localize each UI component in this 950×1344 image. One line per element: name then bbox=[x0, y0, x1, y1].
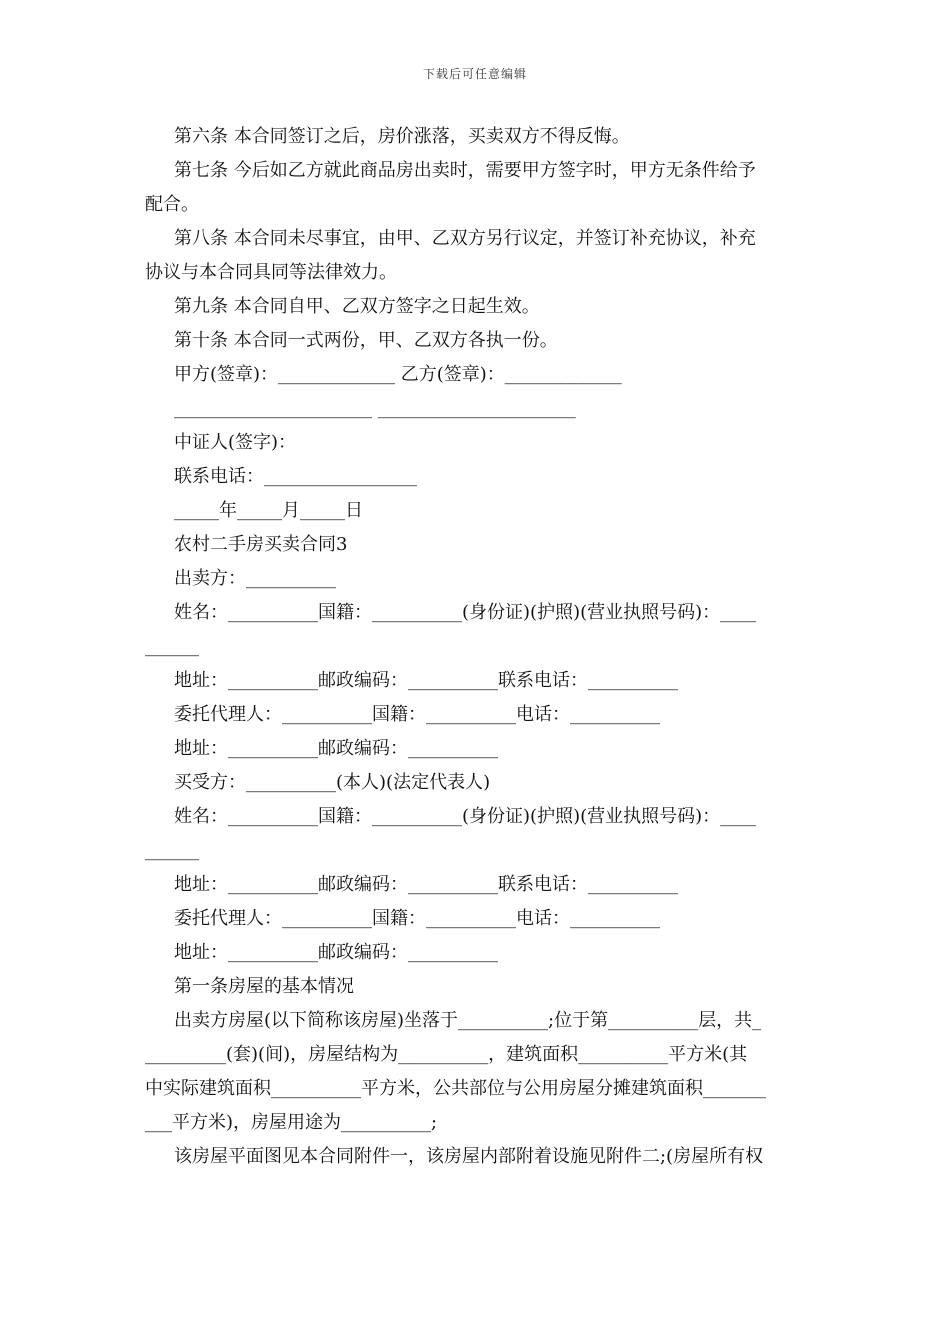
article-1-title: 第一条房屋的基本情况 bbox=[174, 976, 354, 997]
clause-8-line-2: 协议与本合同具同等法律效力。 bbox=[145, 262, 397, 283]
clause-6: 第六条 本合同签订之后，房价涨落，买卖双方不得反悔。 bbox=[174, 126, 630, 147]
article-1-line-1: 出卖方房屋(以下简称该房屋)坐落于__________;位于第__________层，共_ bbox=[174, 1010, 762, 1031]
buyer-agent-address-line: 地址：__________邮政编码：__________ bbox=[174, 942, 498, 963]
witness-signature: 中证人(签字)： bbox=[174, 432, 297, 453]
seller-line: 出卖方：__________ bbox=[174, 568, 336, 589]
seller-address-line: 地址：__________邮政编码：__________联系电话：__________ bbox=[174, 670, 678, 691]
contact-phone: 联系电话：_________________ bbox=[174, 466, 417, 487]
seller-agent-address-line: 地址：__________邮政编码：__________ bbox=[174, 738, 498, 759]
signature-blanks: ______________________ ______________________ bbox=[174, 398, 576, 419]
article-1-line-4: ___平方米)，房屋用途为__________; bbox=[145, 1112, 438, 1133]
clause-10: 第十条 本合同一式两份，甲、乙双方各执一份。 bbox=[174, 330, 558, 351]
article-1-line-2: _________(套)(间)，房屋结构为__________，建筑面积__________平方米(其 bbox=[145, 1044, 748, 1065]
seller-agent-line: 委托代理人：__________国籍：__________电话：__________ bbox=[174, 704, 660, 725]
buyer-address-line: 地址：__________邮政编码：__________联系电话：__________ bbox=[174, 874, 678, 895]
clause-7-line-1: 第七条 今后如乙方就此商品房出卖时，需要甲方签字时，甲方无条件给予 bbox=[174, 160, 756, 181]
seller-name-continuation: ______ bbox=[145, 636, 199, 657]
header-note: 下载后可任意编辑 bbox=[422, 67, 527, 81]
document-body bbox=[145, 120, 810, 1174]
section-title: 农村二手房买卖合同3 bbox=[174, 534, 348, 555]
signature-parties: 甲方(签章)：_____________ 乙方(签章)：_____________ bbox=[174, 364, 622, 385]
clause-8-line-1: 第八条 本合同未尽事宜，由甲、乙双方另行议定，并签订补充协议，补充 bbox=[174, 228, 756, 249]
buyer-line: 买受方：__________(本人)(法定代表人) bbox=[174, 772, 491, 793]
seller-name-line: 姓名：__________国籍：__________(身份证)(护照)(营业执照号码)：____ bbox=[174, 602, 757, 623]
date-line: _____年_____月_____日 bbox=[174, 500, 363, 521]
buyer-name-line: 姓名：__________国籍：__________(身份证)(护照)(营业执照号码)：____ bbox=[174, 806, 757, 827]
buyer-name-continuation: ______ bbox=[145, 840, 199, 861]
clause-9: 第九条 本合同自甲、乙双方签字之日起生效。 bbox=[174, 296, 540, 317]
clause-7-line-2: 配合。 bbox=[145, 194, 199, 215]
article-1-line-5: 该房屋平面图见本合同附件一，该房屋内部附着设施见附件二;(房屋所有权 bbox=[174, 1146, 764, 1167]
buyer-agent-line: 委托代理人：__________国籍：__________电话：__________ bbox=[174, 908, 660, 929]
article-1-line-3: 中实际建筑面积__________平方米，公共部位与公用房屋分摊建筑面积_______ bbox=[145, 1078, 766, 1099]
